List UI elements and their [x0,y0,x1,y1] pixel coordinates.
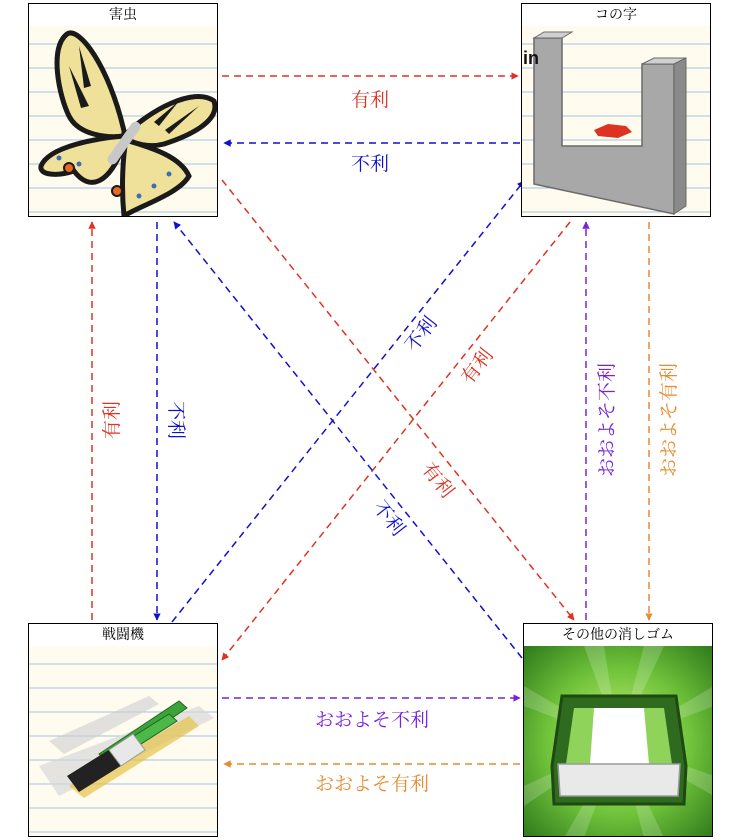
edge-label-u-to-other: おおよそ有利 [658,362,680,478]
edge-label-pest-to-fighter: 不利 [165,400,187,440]
edge-label-fighter-to-pest: 有利 [101,400,123,440]
edge-label-fighter-to-other: おおよそ不利 [314,709,430,731]
edge-label-fighter-to-u: 不利 [400,312,442,357]
node-fighter-title: 戦闘機 [29,624,217,646]
edge-u-to-fighter [222,222,570,660]
butterfly-icon [29,26,217,216]
edge-label-u-to-pest: 不利 [350,153,390,175]
u-shaped-eraser-icon [522,26,710,216]
pencil-eraser-icon [29,646,217,836]
edge-label-other-to-pest: 不利 [368,496,410,541]
eraser-icon [524,646,712,836]
edge-other-to-pest [174,222,522,658]
edge-pest-to-other [222,180,574,620]
node-other-eraser[interactable] [523,623,713,837]
node-u-shape-title: コの字 [522,4,710,26]
node-pest-title: 害虫 [29,4,217,26]
node-u-shape[interactable] [521,3,711,217]
edge-fighter-to-u [172,181,524,622]
edge-label-other-to-u: おおよそ不利 [596,362,618,478]
corner-text: in [523,48,539,68]
edge-label-u-to-fighter: 有利 [456,344,498,389]
edge-label-pest-to-other: 有利 [417,458,459,503]
edge-label-other-to-fighter: おおよそ有利 [314,773,430,795]
edge-label-pest-to-u: 有利 [350,89,390,111]
node-pest[interactable] [28,3,218,217]
node-other-title: その他の消しゴム [524,624,712,646]
node-fighter[interactable] [28,623,218,837]
